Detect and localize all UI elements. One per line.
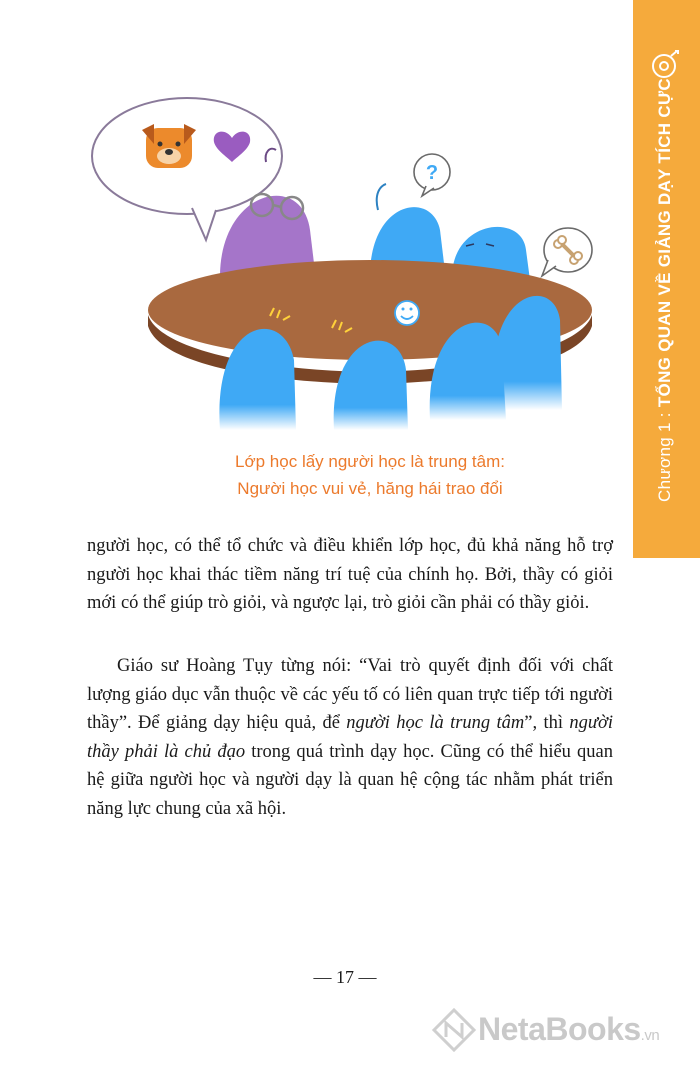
body-paragraph-1 — [87, 532, 613, 618]
chapter-label: Chương 1 : — [655, 412, 674, 502]
illustration-caption-line2: Người học vui vẻ, hăng hái trao đổi — [237, 479, 503, 498]
question-bubble — [414, 154, 450, 196]
paragraph-2-part2: ”, thì — [524, 713, 570, 733]
classroom-illustration — [80, 80, 640, 430]
paragraph-2-italic1: người học là trung tâm — [346, 713, 525, 733]
paragraph-2-italic2: người thầy phải là chủ đạo — [87, 713, 614, 762]
body-paragraph-2 — [87, 652, 613, 823]
page-number: — 17 — — [313, 967, 377, 987]
chapter-heading — [655, 78, 675, 502]
dog-face-icon — [142, 124, 196, 168]
watermark-suffix: .vn — [640, 1027, 660, 1044]
watermark-text — [478, 1011, 659, 1048]
paragraph-2-text — [87, 652, 613, 823]
paragraph-1-text: người học, có thể tổ chức và điều khiển lớp học, đủ khả năng hỗ trợ người học khai thác tiềm năng trí tuệ của chính họ. Bởi, thầy có giỏi mới có thể giúp trò giỏi, và ngược lại, trò giỏi cần phải có thầy giỏi. — [87, 536, 613, 613]
bone-bubble — [542, 228, 592, 276]
svg-text:?: ? — [425, 162, 439, 184]
watermark-brand: NetaBooks — [478, 1011, 641, 1047]
chapter-title: TỔNG QUAN VỀ GIẢNG DẠY TÍCH CỰC — [655, 78, 674, 408]
paragraph-2-part3: trong quá trình dạy học. Cũng có thể hiểu quan hệ giữa người học và người dạy là quan hệ cộng tác nhằm phát triển năng lực chung của xã hội. — [87, 741, 613, 819]
smile-bubble — [395, 301, 419, 325]
paragraph-2-part1: Giáo sư Hoàng Tụy từng nói: “Vai trò quyết định đối với chất lượng giáo dục vẫn thuộc về các yếu tố có liên quan trực tiếp tới người thầy”. Để giảng dạy hiệu quả, để — [87, 656, 613, 733]
illustration-caption-line1: Lớp học lấy người học là trung tâm: — [235, 452, 505, 471]
